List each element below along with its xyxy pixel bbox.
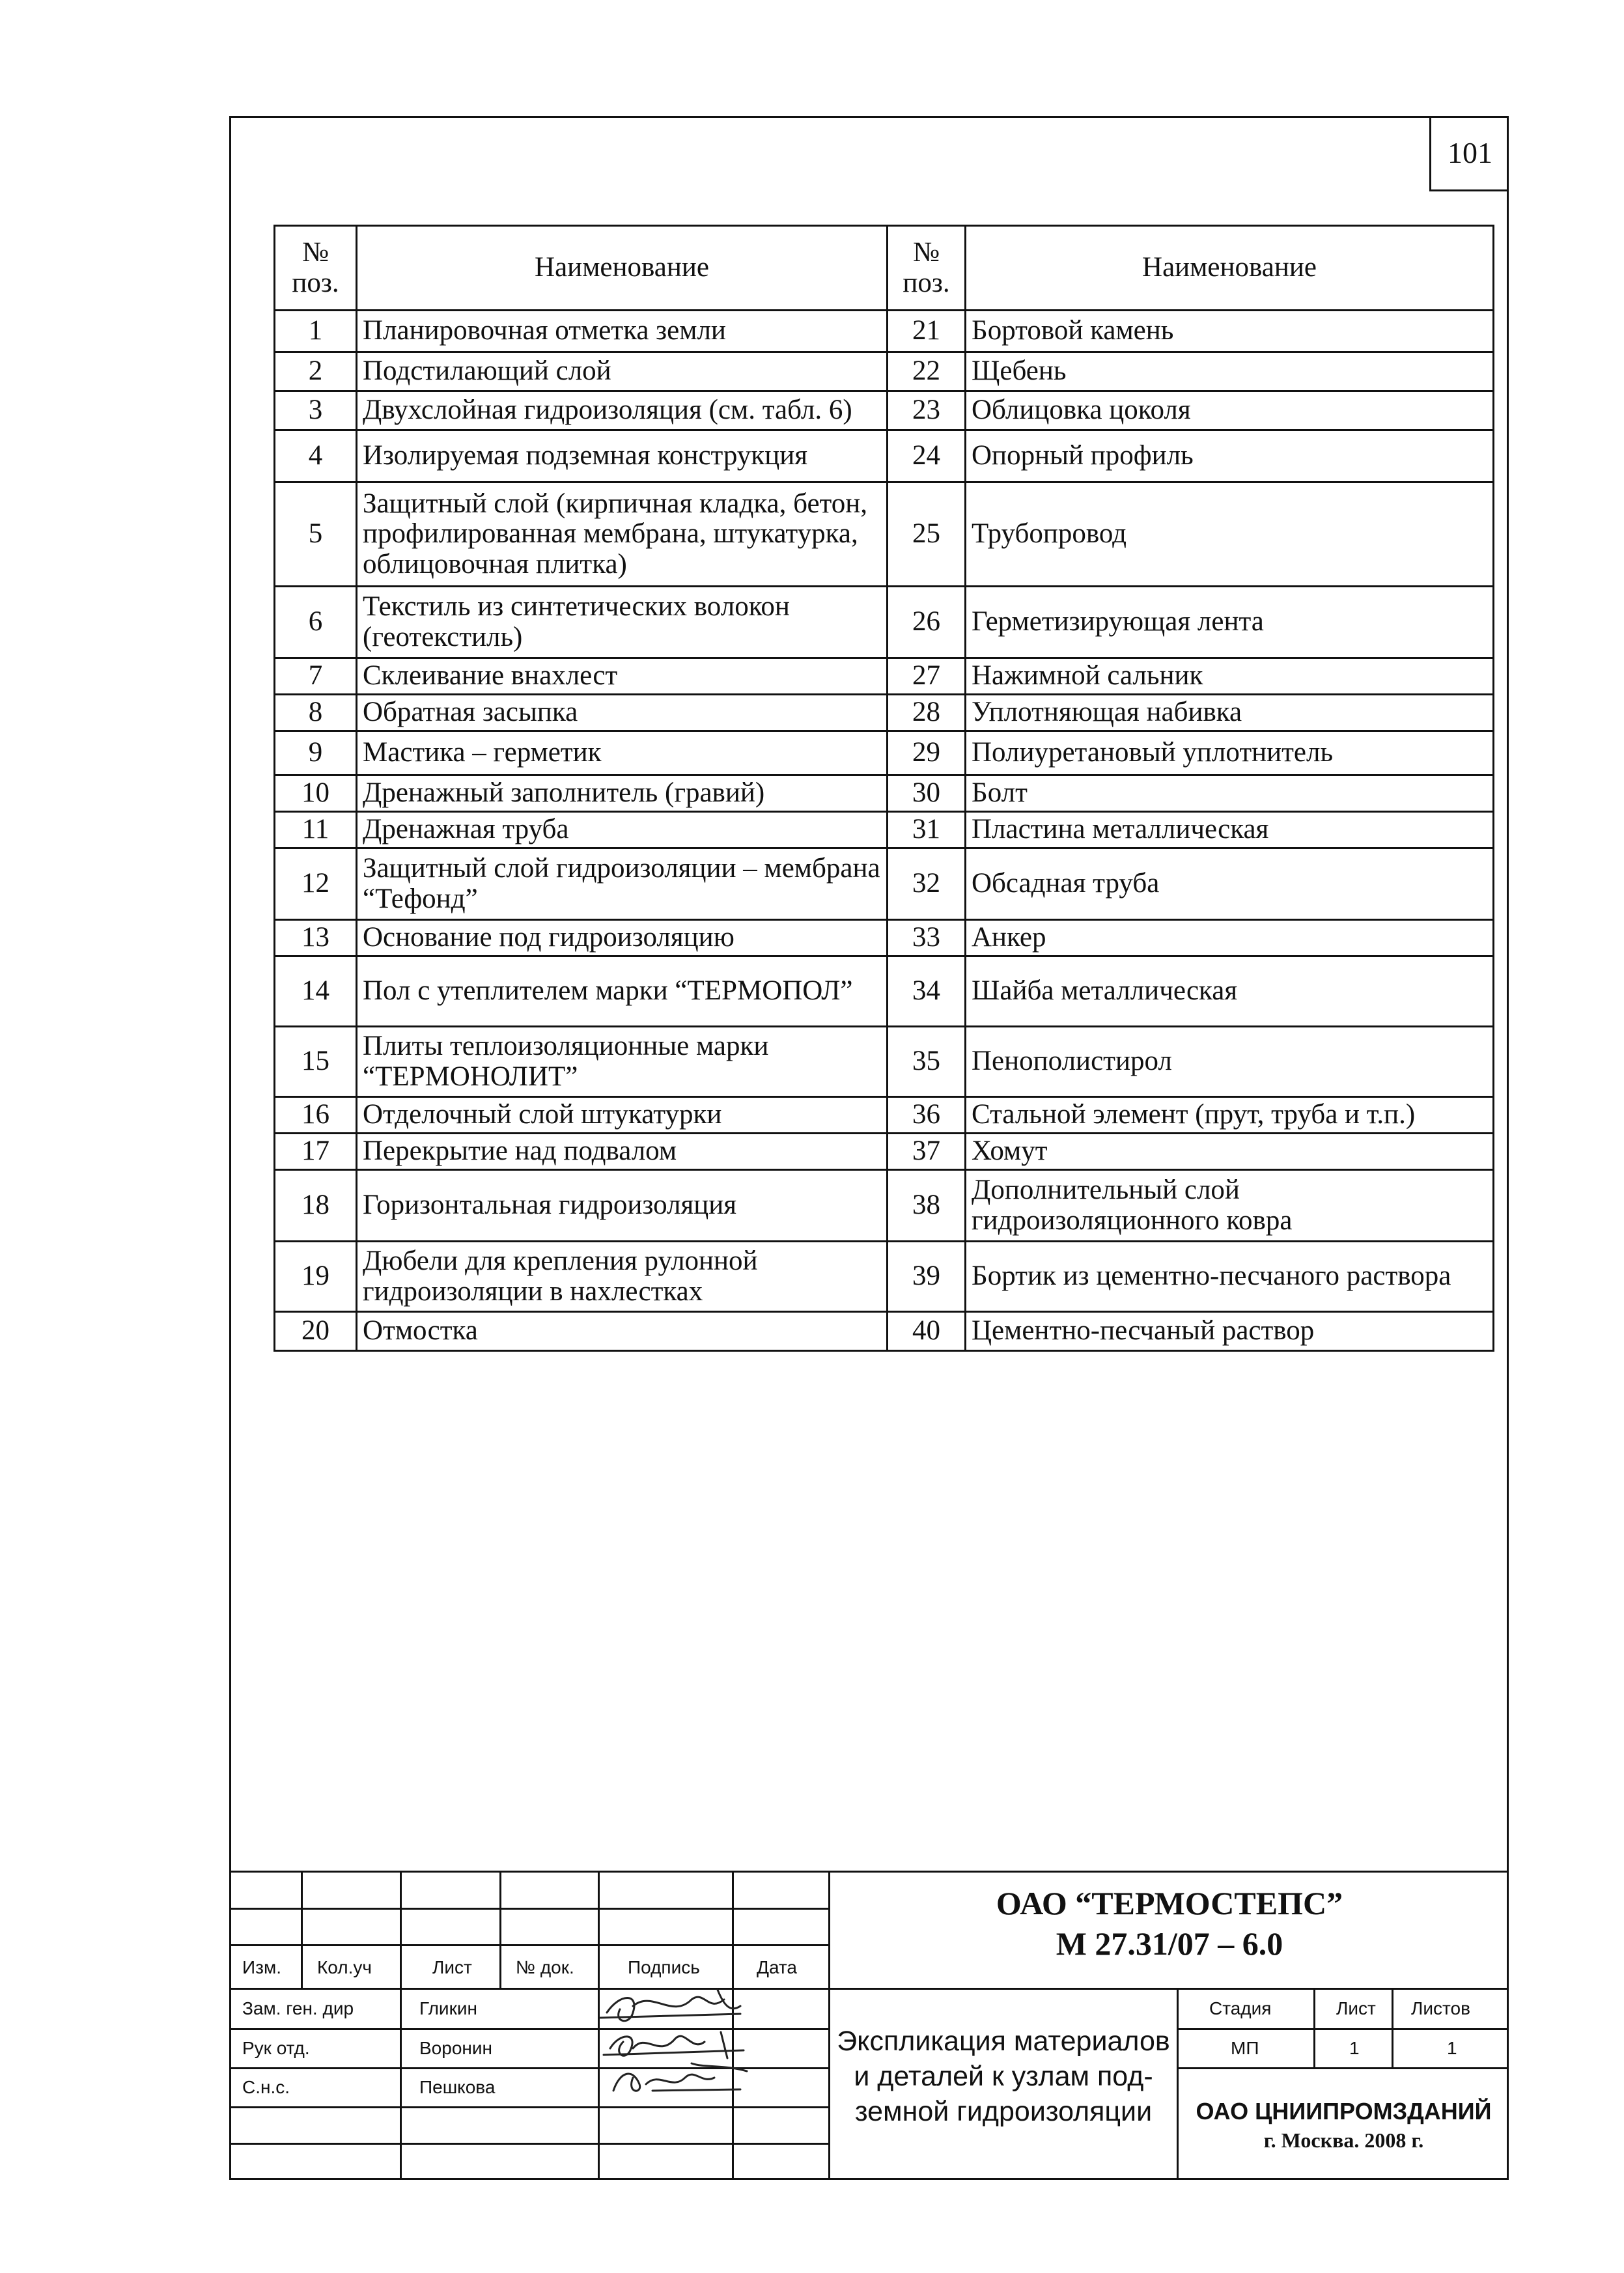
row-name-left: Дренажная труба [357, 812, 888, 848]
table-row [275, 1027, 1494, 1097]
table-row [275, 658, 1494, 695]
table-row [275, 430, 1494, 482]
row-name-right: Шайба металлическая [966, 956, 1494, 1027]
row-name-left: Отмостка [357, 1312, 888, 1351]
row-name-right: Стальной элемент (прут, труба и т.п.) [966, 1097, 1494, 1134]
row-name-left: Перекрытие над подвалом [357, 1134, 888, 1170]
row-name-left: Основание под гидроизоляцию [357, 920, 888, 956]
row-num-left: 15 [275, 1027, 357, 1097]
row-num-right: 37 [888, 1134, 966, 1170]
company-name: ОАО “ТЕРМОСТЕПС” [996, 1885, 1343, 1921]
row-num-left: 4 [275, 430, 357, 482]
row-name-right: Щебень [966, 352, 1494, 391]
header-kol-uch: Кол.уч [317, 1957, 372, 1977]
row-num-right: 40 [888, 1312, 966, 1351]
table-row [275, 482, 1494, 587]
row-name-right: Опорный профиль [966, 430, 1494, 482]
row-num-right: 33 [888, 920, 966, 956]
row-num-left: 2 [275, 352, 357, 391]
row-num-right: 21 [888, 311, 966, 352]
name-1: Гликин [419, 1998, 477, 2018]
row-num-right: 25 [888, 482, 966, 587]
row-num-right: 26 [888, 587, 966, 658]
row-num-right: 36 [888, 1097, 966, 1134]
table-row [275, 1097, 1494, 1134]
row-num-left: 11 [275, 812, 357, 848]
row-name-left: Защитный слой (кирпичная кладка, бетон, профилированная мембрана, штукатурка, облицовочная плитка) [357, 482, 888, 587]
row-name-left: Горизонтальная гидроизоляция [357, 1170, 888, 1242]
row-name-left: Планировочная отметка земли [357, 311, 888, 352]
row-name-left: Мастика – герметик [357, 731, 888, 775]
row-num-left: 13 [275, 920, 357, 956]
row-num-left: 1 [275, 311, 357, 352]
col-header-name-right: Наименование [966, 226, 1494, 311]
role-1: Зам. ген. дир [242, 1998, 354, 2018]
row-name-left: Склеивание внахлест [357, 658, 888, 695]
row-num-left: 5 [275, 482, 357, 587]
header-izm: Изм. [242, 1957, 281, 1977]
row-name-left: Подстилающий слой [357, 352, 888, 391]
table-row [275, 920, 1494, 956]
page-number: 101 [1429, 116, 1509, 191]
row-name-right: Уплотняющая набивка [966, 695, 1494, 731]
row-num-left: 10 [275, 775, 357, 812]
col-header-num-left: № поз. [275, 226, 357, 311]
organization-city: г. Москва. 2008 г. [1263, 2128, 1424, 2152]
row-num-right: 35 [888, 1027, 966, 1097]
row-name-right: Пенополистирол [966, 1027, 1494, 1097]
header-data: Дата [757, 1957, 798, 1977]
row-name-left: Дюбели для крепления рулонной гидроизоляции в нахлестках [357, 1242, 888, 1312]
row-num-left: 8 [275, 695, 357, 731]
table-header-row [275, 226, 1494, 311]
table-row [275, 848, 1494, 920]
signatures [594, 1987, 750, 2097]
row-num-right: 22 [888, 352, 966, 391]
row-name-right: Пластина металлическая [966, 812, 1494, 848]
organization-name: ОАО ЦНИИПРОМЗДАНИЙ [1196, 2098, 1492, 2125]
row-num-left: 17 [275, 1134, 357, 1170]
row-num-left: 16 [275, 1097, 357, 1134]
row-num-right: 29 [888, 731, 966, 775]
table-row [275, 812, 1494, 848]
name-3: Пешкова [419, 2077, 496, 2097]
row-name-right: Трубопровод [966, 482, 1494, 587]
row-name-left: Плиты теплоизоляционные марки “ТЕРМОНОЛИТ” [357, 1027, 888, 1097]
table-row [275, 1312, 1494, 1351]
row-num-left: 12 [275, 848, 357, 920]
row-name-right: Нажимной сальник [966, 658, 1494, 695]
row-num-right: 39 [888, 1242, 966, 1312]
table-row [275, 1242, 1494, 1312]
row-name-right: Цементно-песчаный раствор [966, 1312, 1494, 1351]
row-name-right: Болт [966, 775, 1494, 812]
row-num-left: 7 [275, 658, 357, 695]
row-name-right: Облицовка цоколя [966, 391, 1494, 430]
document-title-line: земной гидроизоляции [854, 2096, 1153, 2127]
header-doc-no: № док. [516, 1957, 574, 1977]
table-row [275, 731, 1494, 775]
col-header-name-left: Наименование [357, 226, 888, 311]
role-2: Рук отд. [242, 2038, 310, 2058]
stage-label: Стадия [1209, 1998, 1272, 2018]
row-num-right: 24 [888, 430, 966, 482]
table-row [275, 775, 1494, 812]
row-num-right: 32 [888, 848, 966, 920]
header-list: Лист [432, 1957, 472, 1977]
row-name-left: Отделочный слой штукатурки [357, 1097, 888, 1134]
table-row [275, 352, 1494, 391]
row-num-right: 38 [888, 1170, 966, 1242]
row-name-right: Бортовой камень [966, 311, 1494, 352]
row-name-right: Полиуретановый уплотнитель [966, 731, 1494, 775]
col-header-num-right: № поз. [888, 226, 966, 311]
row-name-right: Герметизирующая лента [966, 587, 1494, 658]
stage-value: МП [1231, 2038, 1259, 2058]
row-num-left: 18 [275, 1170, 357, 1242]
table-row [275, 956, 1494, 1027]
row-num-left: 20 [275, 1312, 357, 1351]
row-num-right: 34 [888, 956, 966, 1027]
row-num-left: 19 [275, 1242, 357, 1312]
row-name-right: Обсадная труба [966, 848, 1494, 920]
sheets-label: Листов [1411, 1998, 1470, 2018]
table-row [275, 1134, 1494, 1170]
table-row [275, 1170, 1494, 1242]
materials-table [273, 225, 1494, 1352]
row-name-left: Двухслойная гидроизоляция (см. табл. 6) [357, 391, 888, 430]
row-name-left: Изолируемая подземная конструкция [357, 430, 888, 482]
name-2: Воронин [419, 2038, 492, 2058]
sheet-value: 1 [1349, 2038, 1360, 2058]
row-num-right: 28 [888, 695, 966, 731]
row-name-right: Анкер [966, 920, 1494, 956]
row-num-right: 31 [888, 812, 966, 848]
row-num-left: 9 [275, 731, 357, 775]
row-name-left: Дренажный заполнитель (гравий) [357, 775, 888, 812]
row-name-left: Пол с утеплителем марки “ТЕРМОПОЛ” [357, 956, 888, 1027]
table-row [275, 695, 1494, 731]
row-num-right: 30 [888, 775, 966, 812]
row-num-left: 6 [275, 587, 357, 658]
title-block [229, 1871, 1509, 2180]
row-name-left: Обратная засыпка [357, 695, 888, 731]
document-title-line: Экспликация материалов [837, 2026, 1170, 2057]
row-num-left: 3 [275, 391, 357, 430]
row-num-right: 27 [888, 658, 966, 695]
row-name-left: Защитный слой гидроизоляции – мембрана “Тефонд” [357, 848, 888, 920]
row-name-right: Хомут [966, 1134, 1494, 1170]
row-name-right: Бортик из цементно-песчаного раствора [966, 1242, 1494, 1312]
table-row [275, 587, 1494, 658]
document-code: М 27.31/07 – 6.0 [1056, 1925, 1283, 1962]
table-row [275, 391, 1494, 430]
row-num-right: 23 [888, 391, 966, 430]
row-name-right: Дополнительный слой гидроизоляционного ковра [966, 1170, 1494, 1242]
role-3: С.н.с. [242, 2077, 290, 2097]
sheet-label: Лист [1336, 1998, 1376, 2018]
document-title [830, 2024, 1177, 2129]
document-title-line: и деталей к узлам под- [854, 2061, 1153, 2092]
sheets-value: 1 [1447, 2038, 1457, 2058]
header-podpis: Подпись [628, 1957, 700, 1977]
row-name-left: Текстиль из синтетических волокон (геотекстиль) [357, 587, 888, 658]
table-row [275, 311, 1494, 352]
row-num-left: 14 [275, 956, 357, 1027]
